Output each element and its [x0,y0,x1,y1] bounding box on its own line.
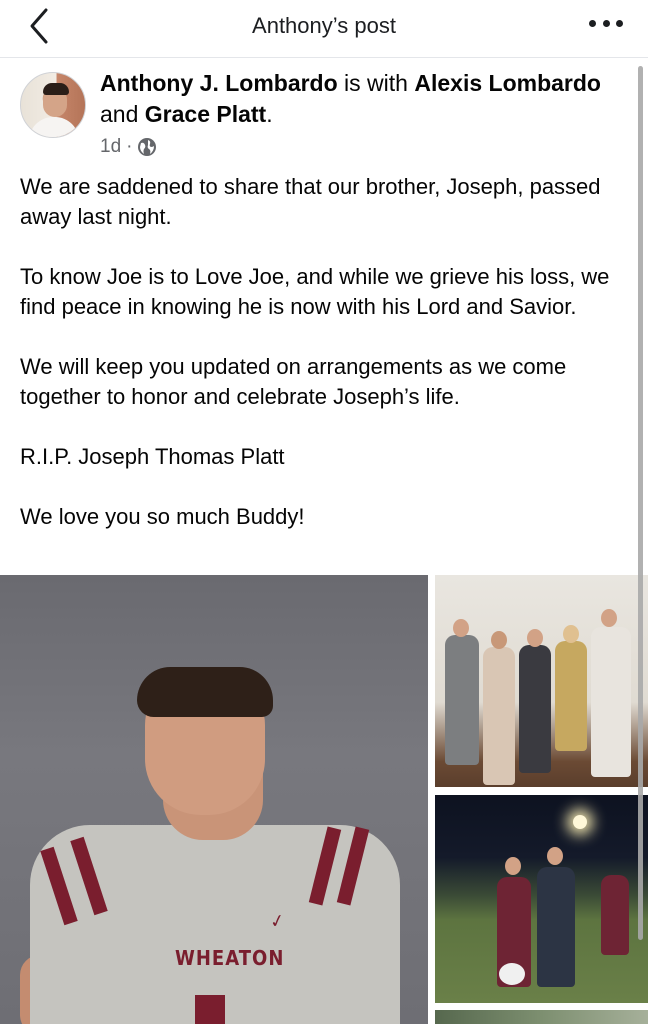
more-dot [616,20,623,27]
avatar-hair [43,83,69,95]
photo-person [445,635,479,765]
and-text: and [100,101,145,127]
post-meta [100,136,157,158]
photo-outdoor[interactable] [435,1010,648,1024]
globe-icon[interactable] [137,137,157,157]
post-paragraph: R.I.P. Joseph Thomas Platt [20,444,285,469]
photo-family-group[interactable] [435,575,648,787]
photo-person-head [491,631,507,649]
photo-person [591,627,631,777]
photo-person-head [601,609,617,627]
photo-person [537,867,575,987]
jersey-number [195,995,225,1024]
post-paragraph: We are saddened to share that our brother, Joseph, passed away last night. [20,174,601,229]
post-header [0,60,640,170]
photo-person-head [527,629,543,647]
more-options-button[interactable] [586,10,626,36]
photo-hair [137,667,273,717]
more-dot [603,20,610,27]
photo-person-head [563,625,579,643]
helmet [499,963,525,985]
page-title: Anthony’s post [252,13,396,38]
author-name-link[interactable]: Anthony J. Lombardo [100,70,338,96]
photo-person-head [453,619,469,637]
stadium-light [573,815,587,829]
post-timestamp[interactable]: 1d [100,136,122,157]
post-paragraph: We will keep you updated on arrangements as we come together to honor and celebrate Joseph’s life. [20,354,567,409]
photo-grid [0,575,648,1024]
photo-person [555,641,587,751]
post-paragraph: To know Joe is to Love Joe, and while we grieve his loss, we find peace in knowing he is now with his Lord and Savior. [20,264,610,319]
author-line [100,68,620,130]
photo-person [601,875,629,955]
swoosh-logo: ✓ [267,909,287,933]
meta-separator: · [126,136,133,157]
photo-football-field[interactable] [435,795,648,1003]
author-avatar[interactable] [20,72,86,138]
tagged-user-link[interactable]: Alexis Lombardo [414,70,601,96]
photo-person-head [547,847,563,865]
tagged-user-link[interactable]: Grace Platt [144,101,267,127]
more-horizontal-icon [589,20,596,27]
top-navigation-bar [0,0,648,58]
avatar-shirt [29,117,79,138]
jersey-text: WHEATON [175,946,285,971]
with-text: is with [337,70,415,96]
post-paragraph: We love you so much Buddy! [20,504,305,529]
period: . [266,101,273,127]
photo-person [483,647,515,785]
photo-main-portrait[interactable] [0,575,428,1024]
photo-person [519,645,551,773]
scrollbar[interactable] [638,66,643,940]
photo-person-head [505,857,521,875]
post-body [20,172,620,562]
